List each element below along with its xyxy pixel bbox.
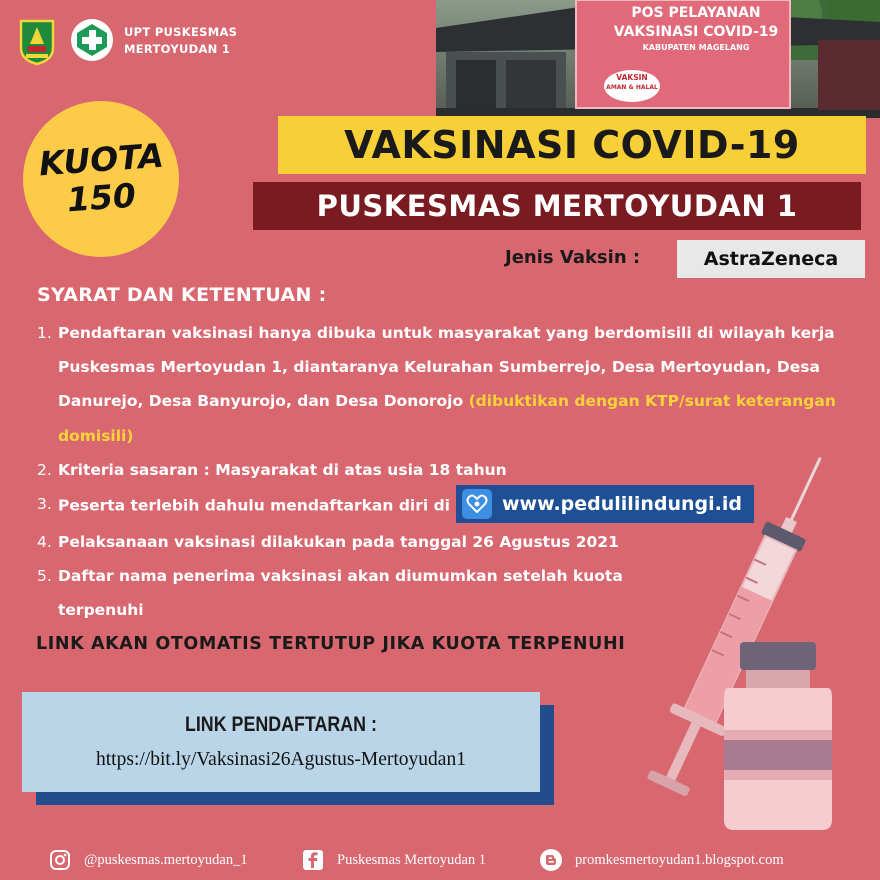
quota-label: KUOTA bbox=[37, 135, 165, 184]
org-name-line1: UPT PUSKESMAS bbox=[124, 25, 238, 39]
quota-number: 150 bbox=[65, 175, 137, 220]
sub-title-box bbox=[253, 182, 861, 230]
facebook-icon bbox=[301, 848, 325, 872]
term-text bbox=[58, 316, 837, 453]
instagram-handle: @puskesmas.mertoyudan_1 bbox=[84, 851, 248, 868]
kabupaten-logo bbox=[18, 18, 56, 66]
main-title-box bbox=[278, 116, 866, 174]
term-item-5 bbox=[37, 559, 837, 627]
term-item-3 bbox=[37, 487, 837, 525]
blog-url: promkesmertoyudan1.blogspot.com bbox=[575, 851, 784, 868]
term-number: 3. bbox=[37, 495, 52, 514]
term-1-text: Pendaftaran vaksinasi hanya dibuka untuk masyarakat yang berdomisili di wilayah kerja Puskesmas Mertoyudan 1, diantaranya Kelurahan Sumberrejo, Desa Mertoyudan, Desa Danurejo, Desa Banyurojo, dan Desa Donorojo bbox=[58, 324, 835, 411]
term-number: 5. bbox=[37, 567, 52, 586]
term-3-text: Peserta terlebih dahulu mendaftarkan diri di bbox=[58, 496, 450, 515]
term-text: Daftar nama penerima vaksinasi akan diumumkan setelah kuota terpenuhi bbox=[58, 567, 623, 620]
footer-instagram[interactable] bbox=[48, 848, 301, 872]
facebook-page: Puskesmas Mertoyudan 1 bbox=[337, 851, 487, 868]
org-name-line2: MERTOYUDAN 1 bbox=[124, 42, 231, 56]
banner-line2: VAKSINASI COVID-19 bbox=[613, 24, 779, 40]
pedulilindungi-link[interactable] bbox=[456, 485, 754, 523]
term-item-1 bbox=[37, 316, 837, 453]
terms-heading: SYARAT DAN KETENTUAN : bbox=[37, 284, 327, 306]
pedulilindungi-icon bbox=[462, 489, 492, 519]
pedulilindungi-url: www.pedulilindungi.id bbox=[502, 492, 742, 515]
term-number: 1. bbox=[37, 324, 52, 342]
banner-text bbox=[604, 4, 788, 54]
quota-badge bbox=[23, 101, 179, 257]
vaccination-post-photo bbox=[436, 0, 880, 118]
badge-line2: AMAN & HALAL bbox=[606, 84, 658, 91]
instagram-icon bbox=[48, 848, 72, 872]
banner-badge bbox=[604, 73, 660, 93]
vaccine-type-box bbox=[677, 240, 865, 278]
registration-title: LINK PENDAFTARAN : bbox=[184, 713, 378, 736]
vaccine-type-value: AstraZeneca bbox=[703, 248, 839, 270]
organization-name bbox=[124, 24, 237, 58]
main-title: VAKSINASI COVID-19 bbox=[344, 123, 800, 167]
auto-close-notice: LINK AKAN OTOMATIS TERTUTUP JIKA KUOTA TERPENUHI bbox=[36, 634, 626, 654]
footer bbox=[48, 845, 848, 875]
badge-line1: VAKSIN bbox=[616, 73, 648, 82]
term-item-4 bbox=[37, 525, 837, 559]
term-text bbox=[58, 487, 837, 525]
term-item-2 bbox=[37, 453, 837, 487]
term-number: 4. bbox=[37, 533, 52, 552]
term-1-highlight: (dibuktikan dengan KTP/surat keterangan domisili) bbox=[58, 392, 836, 445]
footer-blog[interactable] bbox=[539, 848, 784, 872]
term-text: Kriteria sasaran : Masyarakat di atas usia 18 tahun bbox=[58, 460, 507, 479]
banner-line3: KABUPATEN MAGELANG bbox=[642, 43, 750, 52]
banner-line1: POS PELAYANAN bbox=[631, 5, 761, 21]
term-number: 2. bbox=[37, 460, 52, 479]
vaccine-type-label: Jenis Vaksin : bbox=[505, 247, 641, 268]
puskesmas-logo bbox=[70, 18, 114, 62]
blogger-icon bbox=[539, 848, 563, 872]
sub-title: PUSKESMAS MERTOYUDAN 1 bbox=[316, 189, 798, 223]
term-text: Pelaksanaan vaksinasi dilakukan pada tanggal 26 Agustus 2021 bbox=[58, 533, 619, 552]
terms-list bbox=[37, 316, 837, 628]
registration-link-box bbox=[22, 692, 540, 792]
registration-url[interactable]: https://bit.ly/Vaksinasi26Agustus-Mertoyudan1 bbox=[96, 749, 466, 770]
footer-facebook[interactable] bbox=[301, 848, 539, 872]
